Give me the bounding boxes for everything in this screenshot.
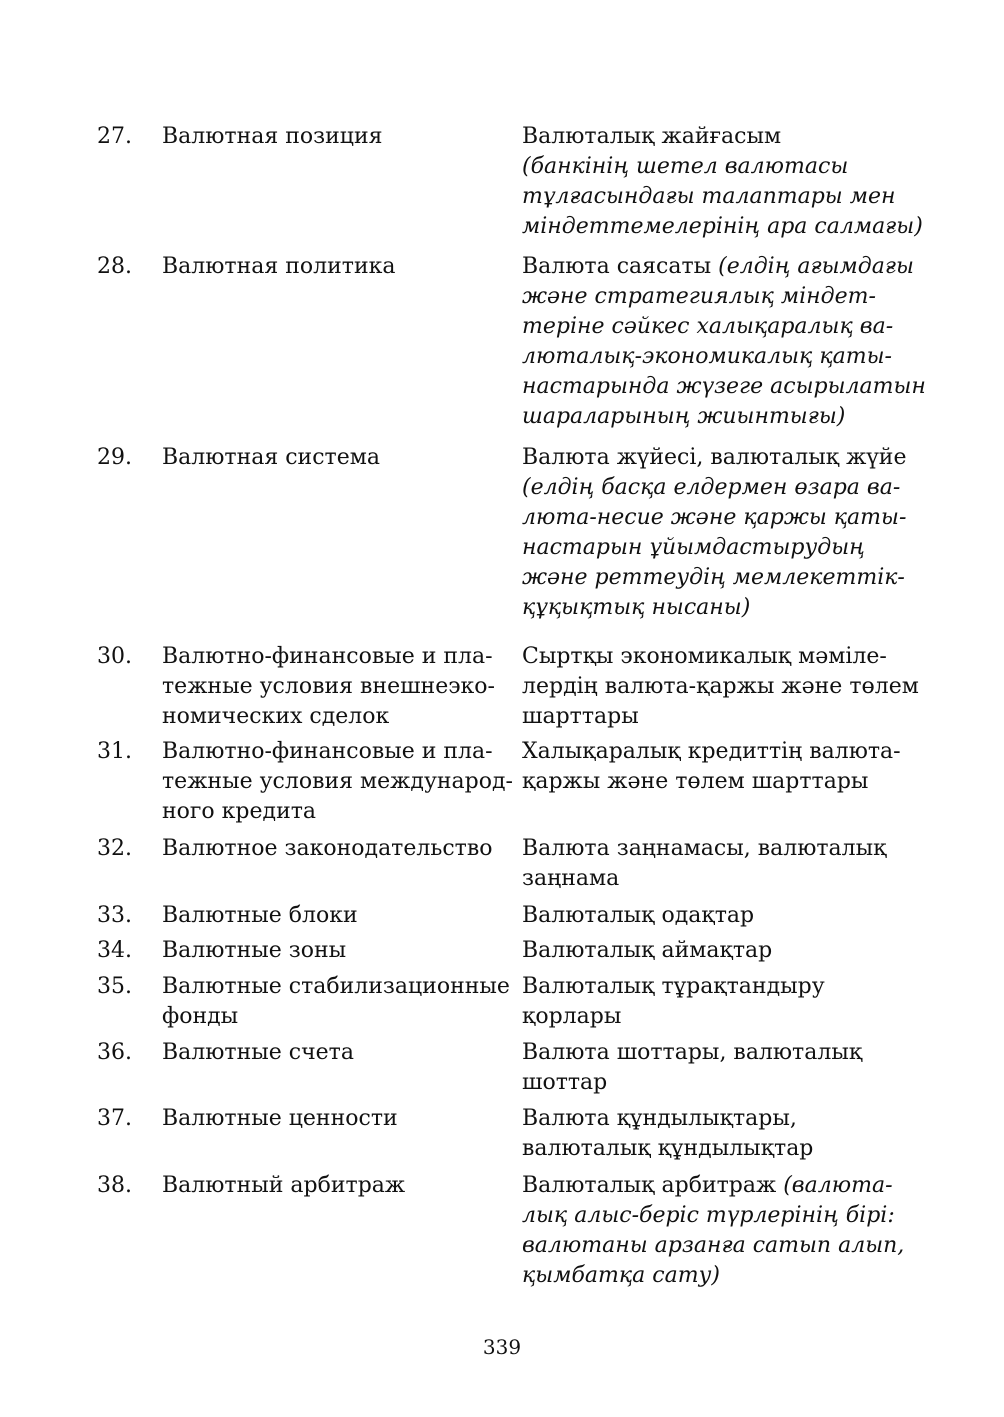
kazakh-plain-text: Халықаралық кредиттің валюта- [522,739,901,764]
entry-number: 35. [97,974,132,999]
kazakh-line [522,642,922,672]
kazakh-italic-text: және реттеудің мемлекеттік- [522,565,905,590]
kazakh-translation [522,834,922,894]
kazakh-italic-text: (валюта- [783,1173,893,1198]
russian-term-line: ного кредита [162,799,317,824]
kazakh-plain-text: Сыртқы экономикалық мәміле- [522,644,887,669]
kazakh-line [522,1261,922,1291]
kazakh-plain-text: Валюта саясаты [522,254,719,279]
kazakh-line [522,563,922,593]
kazakh-translation [522,1171,922,1291]
kazakh-italic-text: настарын ұйымдастырудың [522,535,865,560]
kazakh-plain-text: Валюта құндылықтары, [522,1106,797,1131]
kazakh-line [522,1231,922,1261]
kazakh-line [522,212,922,242]
russian-term-line: Валютная система [162,445,380,470]
kazakh-line [522,312,922,342]
kazakh-plain-text: Валюталық арбитраж [522,1173,784,1198]
kazakh-italic-text: қымбатқа сату) [522,1263,720,1288]
kazakh-italic-text: (елдің басқа елдермен өзара ва- [522,475,901,500]
kazakh-translation [522,972,922,1032]
kazakh-translation [522,252,926,432]
russian-term-line: Валютная политика [162,254,396,279]
russian-term [162,901,512,931]
kazakh-plain-text: шарттары [522,704,639,729]
kazakh-line [522,1104,922,1134]
page-number: 339 [482,1335,522,1359]
kazakh-plain-text: қаржы және төлем шарттары [522,769,869,794]
kazakh-plain-text: шоттар [522,1070,608,1095]
russian-term-line: тежные условия внешнеэко- [162,674,495,699]
kazakh-line [522,901,922,931]
kazakh-translation [522,737,922,797]
kazakh-line [522,1201,922,1231]
entry-number: 38. [97,1173,132,1198]
kazakh-line [522,473,922,503]
kazakh-translation [522,1104,922,1164]
entry-number: 34. [97,938,132,963]
kazakh-plain-text: Валюта заңнамасы, валюталық [522,836,887,861]
kazakh-line [522,182,922,212]
kazakh-italic-text: тұлғасындағы талаптары мен [522,184,896,209]
russian-term-line: фонды [162,1004,239,1029]
kazakh-plain-text: Валюталық тұрақтандыру [522,974,825,999]
kazakh-line [522,834,922,864]
kazakh-line [522,372,926,402]
kazakh-italic-text: люталық-экономикалық қаты- [522,344,892,369]
russian-term [162,936,512,966]
kazakh-italic-text: міндеттемелерінің ара салмағы) [522,214,923,239]
kazakh-plain-text: валюталық құндылықтар [522,1136,814,1161]
kazakh-line [522,972,922,1002]
kazakh-italic-text: лық алыс-беріс түрлерінің бірі: [522,1203,895,1228]
kazakh-plain-text: Валюта шоттары, валюталық [522,1040,863,1065]
kazakh-translation [522,642,922,732]
kazakh-italic-text: люта-несие және қаржы қаты- [522,505,907,530]
russian-term-line: Валютное законодательство [162,836,493,861]
entry-number: 37. [97,1106,132,1131]
russian-term [162,834,512,864]
entry-number: 28. [97,254,132,279]
kazakh-plain-text: лердің валюта-қаржы және төлем [522,674,919,699]
kazakh-plain-text: Валюталық одақтар [522,903,755,928]
entry-number: 31. [97,739,132,764]
kazakh-line [522,1134,922,1164]
entry-number: 30. [97,644,132,669]
kazakh-plain-text: Валюталық аймақтар [522,938,773,963]
kazakh-line [522,282,922,312]
russian-term [162,737,512,827]
russian-term-line: Валютные блоки [162,903,358,928]
kazakh-italic-text: және стратегиялық міндет- [522,284,876,309]
kazakh-plain-text: Валюта жүйесі, валюталық жүйе [522,445,907,470]
russian-term [162,1171,512,1201]
russian-term-line: Валютно-финансовые и пла- [162,739,493,764]
kazakh-line [522,1002,922,1032]
kazakh-plain-text: Валюталық жайғасым [522,124,782,149]
kazakh-line [522,593,922,623]
kazakh-translation [522,122,922,242]
kazakh-line [522,672,922,702]
kazakh-translation [522,901,922,931]
russian-term-line: Валютно-финансовые и пла- [162,644,493,669]
kazakh-line [522,864,922,894]
kazakh-line [522,737,922,767]
russian-term-line: номических сделок [162,704,390,729]
russian-term [162,252,512,282]
kazakh-italic-text: (елдің ағымдағы [718,254,914,279]
kazakh-line [522,1171,922,1201]
kazakh-italic-text: құқықтық нысаны) [522,595,751,620]
russian-term [162,443,512,473]
russian-term-line: Валютные счета [162,1040,354,1065]
entry-number: 36. [97,1040,132,1065]
kazakh-translation [522,1038,922,1098]
kazakh-line [522,252,922,282]
russian-term-line: тежные условия международ- [162,769,513,794]
kazakh-italic-text: валютаны арзанға сатып алып, [522,1233,905,1258]
russian-term [162,122,512,152]
kazakh-italic-text: настарында жүзеге асырылатын [522,374,926,399]
kazakh-translation [522,936,922,966]
russian-term [162,972,512,1032]
kazakh-line [522,533,922,563]
kazakh-italic-text: теріне сәйкес халықаралық ва- [522,314,894,339]
kazakh-line [522,443,922,473]
kazakh-plain-text: заңнама [522,866,620,891]
kazakh-line [522,936,922,966]
kazakh-italic-text: (банкінің шетел валютасы [522,154,849,179]
kazakh-line [522,402,922,432]
russian-term-line: Валютные ценности [162,1106,398,1131]
kazakh-line [522,702,922,732]
entry-number: 32. [97,836,132,861]
russian-term-line: Валютные зоны [162,938,347,963]
kazakh-translation [522,443,922,623]
kazakh-line [522,342,922,372]
russian-term-line: Валютные стабилизационные [162,974,510,999]
russian-term-line: Валютный арбитраж [162,1173,406,1198]
russian-term [162,642,512,732]
kazakh-italic-text: шараларының жиынтығы) [522,404,846,429]
entry-number: 27. [97,124,132,149]
kazakh-line [522,767,922,797]
kazakh-line [522,122,922,152]
kazakh-plain-text: қорлары [522,1004,622,1029]
entry-number: 29. [97,445,132,470]
russian-term [162,1104,512,1134]
russian-term [162,1038,512,1068]
kazakh-line [522,152,922,182]
russian-term-line: Валютная позиция [162,124,383,149]
kazakh-line [522,503,922,533]
entry-number: 33. [97,903,132,928]
kazakh-line [522,1068,922,1098]
kazakh-line [522,1038,922,1068]
